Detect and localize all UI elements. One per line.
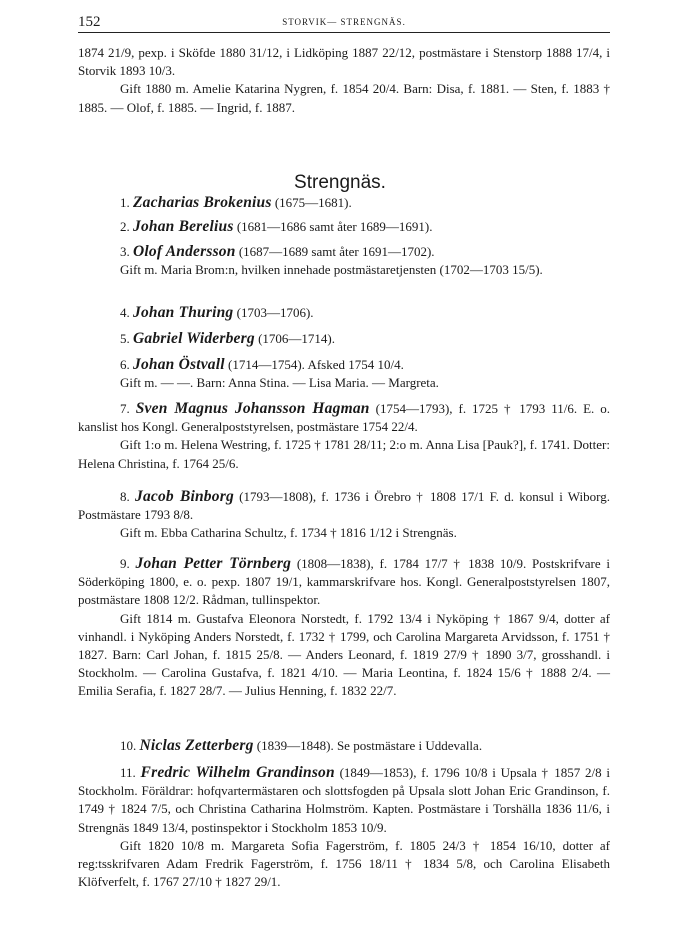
entry-8: [78, 488, 610, 543]
entry-number: 3.: [120, 244, 130, 259]
entry-number: 8.: [120, 489, 130, 504]
entry-number: 6.: [120, 357, 130, 372]
entry-text: (1675—1681).: [274, 195, 352, 210]
postmaster-name: Sven Magnus Johansson Hagman: [135, 400, 370, 417]
entry-text: (1703—1706).: [236, 305, 314, 320]
marriage-paragraph: Gift 1820 10/8 m. Margareta Sofia Fagerström, f. 1805 24/3 † 1854 16/10, dotter af reg:tsskrifvaren Adam Fredrik Fagerström, f. 1756 18/11 † 1834 5/8, och Carolina Elisabeth Klöfverfelt, f. 1767 27/10 † 1827 29/1.: [78, 837, 610, 890]
marriage-paragraph: Gift 1814 m. Gustafva Eleonora Norstedt, f. 1792 13/4 i Nyköping † 1867 9/4, dotter af vinhandl. i Nyköping Anders Norstedt, f. 1732 † 1799, och Carolina Margareta Arvidsson, f. 1751 † 1827. Barn: Carl Johan, f. 1815 25/8. — Anders Leonard, f. 1819 27/9 † 1890 3/7, grosshandl. i Stockholm. — Carolina Gustafva, f. 1821 4/10. — Maria Leontina, f. 1824 15/6 † 1888 2/4. — Emilia Serafia, f. 1827 28/7. — Julius Henning, f. 1832 22/7.: [78, 610, 610, 699]
running-header: [78, 14, 610, 33]
entry-number: 4.: [120, 305, 130, 320]
entry-9: [78, 555, 610, 701]
entry-text: (1839—1848). Se postmästare i Uddevalla.: [256, 738, 483, 753]
entry-text: (1714—1754). Afsked 1754 10/4.: [228, 357, 404, 372]
entry-number: 11.: [120, 765, 136, 780]
entry-4: [78, 304, 610, 322]
postmaster-name: Johan Berelius: [133, 218, 234, 235]
section-title: Strengnäs.: [294, 172, 386, 193]
entry-text: (1808—1838), f. 1784 17/7 † 1838 10/9. Postskrifvare i Söderköping 1800, e. o. pexp. 1807 19/1, kammarskrifvare hos. Kongl. Generalpoststyrelsen 1807, postmästare 1808 12/2. Rådman, tullinspektor.: [78, 556, 610, 608]
entry-10: [78, 737, 610, 755]
storvik-entry-continuation: [78, 44, 610, 117]
entry-text: (1706—1714).: [258, 331, 335, 346]
entry-number: 7.: [120, 401, 130, 416]
postmaster-name: Gabriel Widerberg: [133, 330, 255, 347]
postmaster-name: Jacob Binborg: [135, 488, 234, 505]
postmaster-name: Olof Andersson: [133, 243, 236, 260]
postmaster-name: Niclas Zetterberg: [139, 737, 254, 754]
entry-number: 1.: [120, 195, 130, 210]
postmaster-name: Johan Thuring: [133, 304, 234, 321]
entry-text: (1754—1793), f. 1725 † 1793 11/6. E. o. kanslist hos Kongl. Generalpoststyrelsen, postmästare 1754 22/4.: [78, 401, 611, 435]
postmaster-name: Johan Östvall: [133, 356, 225, 373]
running-title: STORVIK— STRENGNÄS.: [282, 17, 406, 27]
entry-6: [78, 356, 610, 392]
entry-number: 2.: [120, 219, 130, 234]
entry-number: 9.: [120, 556, 130, 571]
entry-1: [78, 194, 610, 212]
entry-5: [78, 330, 610, 348]
entry-7: [78, 400, 610, 473]
entry-text: (1681—1686 samt åter 1689—1691).: [236, 219, 433, 234]
marriage-paragraph: Gift m. — —. Barn: Anna Stina. — Lisa Maria. — Margreta.: [120, 375, 439, 391]
marriage-paragraph: Gift 1:o m. Helena Westring, f. 1725 † 1781 28/11; 2:o m. Anna Lisa [Pauk?], f. 1741. Dotter: Helena Christina, f. 1764 25/6.: [78, 437, 610, 471]
postmaster-name: Johan Petter Törnberg: [135, 555, 292, 572]
marriage-paragraph: Gift m. Ebba Catharina Schultz, f. 1734 † 1816 1/12 i Strengnäs.: [120, 525, 457, 541]
marriage-paragraph: Gift m. Maria Brom:n, hvilken innehade postmästaretjensten (1702—1703 15/5).: [120, 262, 543, 278]
postmaster-name: Zacharias Brokenius: [133, 194, 272, 211]
postmaster-name: Fredric Wilhelm Grandinson: [140, 764, 335, 781]
entry-11: [78, 764, 610, 891]
entry-number: 5.: [120, 331, 130, 346]
marriage-paragraph: Gift 1880 m. Amelie Katarina Nygren, f. 1854 20/4. Barn: Disa, f. 1881. — Sten, f. 1883 † 1885. — Olof, f. 1885. — Ingrid, f. 1887.: [78, 81, 610, 115]
page-number: 152: [78, 14, 101, 30]
entry-2: [78, 218, 610, 236]
entry-text: (1687—1689 samt åter 1691—1702).: [238, 244, 435, 259]
entry-paragraph: 1874 21/9, pexp. i Sköfde 1880 31/12, i Lidköping 1887 22/12, postmästare i Stenstorp 1888 17/4, i Storvik 1893 10/3.: [78, 45, 610, 79]
entry-3: [78, 243, 610, 279]
entry-number: 10.: [120, 738, 137, 753]
entry-text: (1849—1853), f. 1796 10/8 i Upsala † 1857 2/8 i Stockholm. Föräldrar: hofqvartermästaren och slottsfogden på Upsala slott Johan Eric Grandinson, f. 1749 † 1824 7/5, och Christina Catharina Holmström. Kapten. Postmästare i Torshälla 1836 11/6, i Strengnäs 1849 13/4, postinspektor i Stockholm 1853 10/9.: [78, 765, 611, 835]
entry-text: (1793—1808), f. 1736 i Örebro † 1808 17/1 F. d. konsul i Wiborg. Postmästare 1793 8/8.: [78, 489, 611, 523]
